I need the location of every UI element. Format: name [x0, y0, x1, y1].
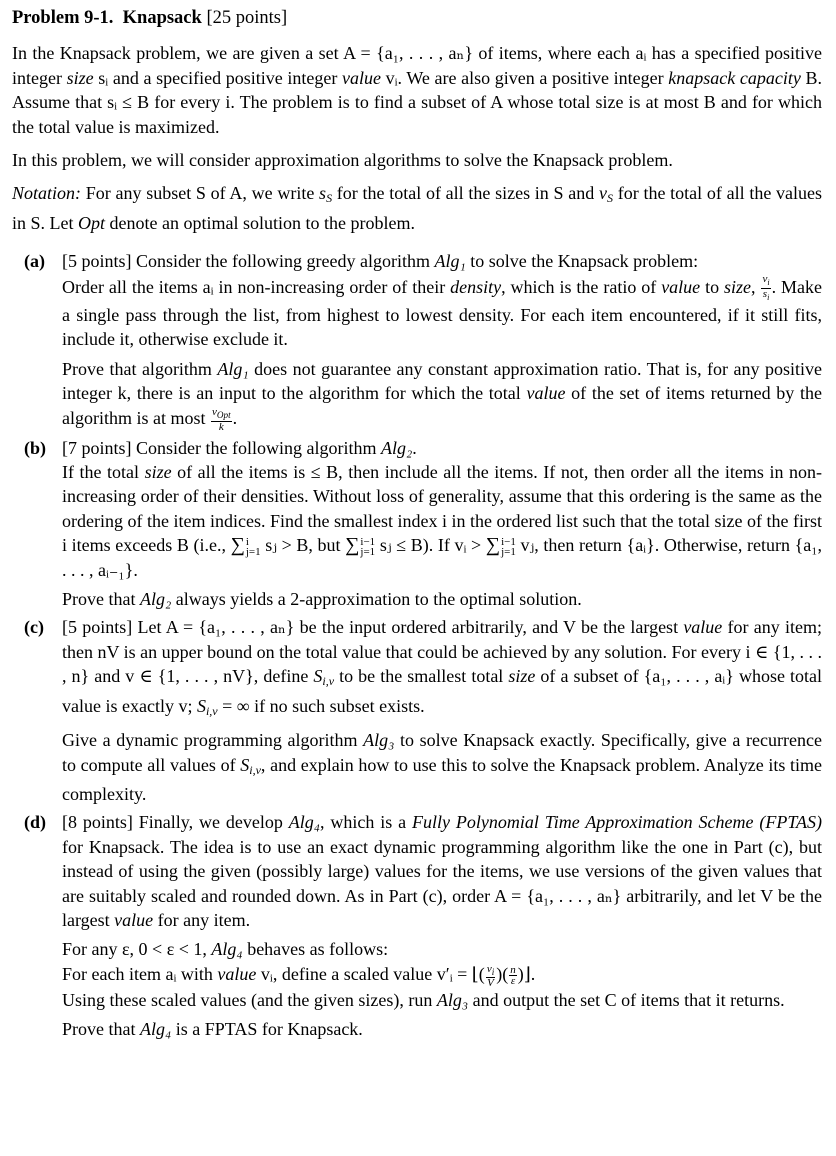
part-d-para-5: Prove that Alg₄ is a FPTAS for Knapsack.: [62, 1019, 363, 1040]
part-c-points: [5 points]: [62, 617, 133, 638]
part-d-para-2: For any ε, 0 < ε < 1, Alg₄ behaves as follows:: [62, 939, 389, 960]
part-d-points: [8 points]: [62, 812, 133, 833]
part-b-label: (b): [24, 437, 46, 458]
part-b-body: [62, 436, 822, 612]
part-b-para-3: Prove that Alg₂ always yields a 2-approximation to the optimal solution.: [62, 589, 582, 610]
part-b-para-1: [62, 436, 822, 460]
problem-points: [25 points]: [206, 8, 288, 28]
intro-paragraph-2: In this problem, we will consider approximation algorithms to solve the Knapsack problem.: [12, 150, 673, 171]
part-c-para-2: Give a dynamic programming algorithm Alg₃ to solve Knapsack exactly. Specifically, give a recurrence to compute all values of $S_{i,v}$, and explain how to use this to solve the Knapsack problem. Analyze its time complexity.: [62, 730, 823, 804]
part-c-body: [62, 615, 822, 806]
part-d-body: [62, 810, 822, 1041]
part-c-text-1: Let A = {a₁, . . . , aₙ} be the input ordered arbitrarily, and V be the largest value for any item; then nV is an upper bound on the total value that could be achieved by any solution. For every i ∈ {1, . . . , n} and v ∈ {1, . . . , nV}, define $S_{i,v}$ to be the smallest total size of a subset of {a₁, . . . , aᵢ} whose total value is exactly v; $S_{i,v}$ = ∞ if no such subset exists.: [62, 617, 822, 718]
intro-paragraph-1: In the Knapsack problem, we are given a set A = {a₁, . . . , aₙ} of items, where each aᵢ has a specified positive integer size sᵢ and a specified positive integer value vᵢ. We are also given a positive integer knapsack capacity B. Assume that sᵢ ≤ B for every i. The problem is to find a subset of A whose total size is at most B and for which the total value is maximized.: [12, 43, 823, 137]
problem-parts: [12, 249, 822, 1041]
problem-name: Knapsack: [122, 8, 202, 28]
part-d-label: (d): [24, 812, 46, 833]
part-b-points: [7 points]: [62, 437, 132, 458]
problem-heading: [12, 6, 822, 30]
part-a-body: [62, 249, 822, 431]
problem-number: Problem 9-1.: [12, 8, 114, 28]
part-c-para-1: [62, 615, 822, 723]
part-d-para-3: For each item aᵢ with value vᵢ, define a scaled value v′ᵢ = ⌊( $\frac{v_i}{V}$ )( $\frac{n}{\varepsilon}$ )⌋.: [62, 962, 536, 989]
part-d: [12, 810, 822, 1041]
part-a-text-1: Consider the following greedy algorithm Alg₁ to solve the Knapsack problem:: [136, 251, 699, 272]
part-b-para-2: If the total size of all the items is ≤ B, then include all the items. If not, then order all the items in non-increasing order of their densities. Without loss of generality, assume that this ordering is the same as the ordering of the item indices. Find the smallest index i in the ordered list such that the total size of the first i items exceeds B (i.e., ∑ i j=1 sⱼ > B, but ∑ i−1 j=1 sⱼ ≤ B). If vᵢ > ∑ i−1 j=1 vⱼ, then return {aᵢ}. Otherwise, return {a₁, . . . , aᵢ₋₁}.: [62, 462, 822, 580]
part-c-label: (c): [24, 617, 44, 638]
notation-text: For any subset S of A, we write $s_S$ for the total of all the sizes in S and $v_S$ for the total of all the values in S. Let Opt denote an optimal solution to the problem.: [12, 183, 823, 233]
part-d-para-4: Using these scaled values (and the given sizes), run Alg₃ and output the set C of items that it returns.: [62, 989, 785, 1010]
notation-label: Notation:: [12, 183, 82, 204]
part-a-para-1: [62, 249, 822, 273]
part-a-label: (a): [24, 251, 45, 272]
part-a-para-2: Order all the items aᵢ in non-increasing order of their density, which is the ratio of value to size, $\frac{v_i}{s_i}$ . Make a single pass through the list, from highest to lowest density. For each item encountered, if it still fits, include it, otherwise exclude it.: [62, 272, 823, 350]
part-d-text-1: Finally, we develop Alg₄, which is a Fully Polynomial Time Approximation Scheme (FPTAS) for Knapsack. The idea is to use an exact dynamic programming algorithm like the one in Part (c), but instead of using the given (possibly large) values for the items, we use versions of the given values that are suitably scaled and rounded down. As in Part (c), order A = {a₁, . . . , aₙ} arbitrarily, and let V be the largest value for any item.: [62, 812, 823, 930]
notation-paragraph: [12, 181, 822, 235]
part-d-para-1: [62, 810, 822, 932]
part-c: [12, 615, 822, 806]
part-b-text-1: Consider the following algorithm Alg₂.: [136, 437, 417, 458]
part-b: [12, 436, 822, 612]
part-a-para-3: Prove that algorithm Alg₁ does not guarantee any constant approximation ratio. That is, for any positive integer k, there is an input to the algorithm for which the total value of the set of items returned by the algorithm is at most $\frac{v_{Opt}}{k}$ .: [62, 358, 822, 433]
part-a: [12, 249, 822, 431]
part-a-points: [5 points]: [62, 251, 132, 272]
